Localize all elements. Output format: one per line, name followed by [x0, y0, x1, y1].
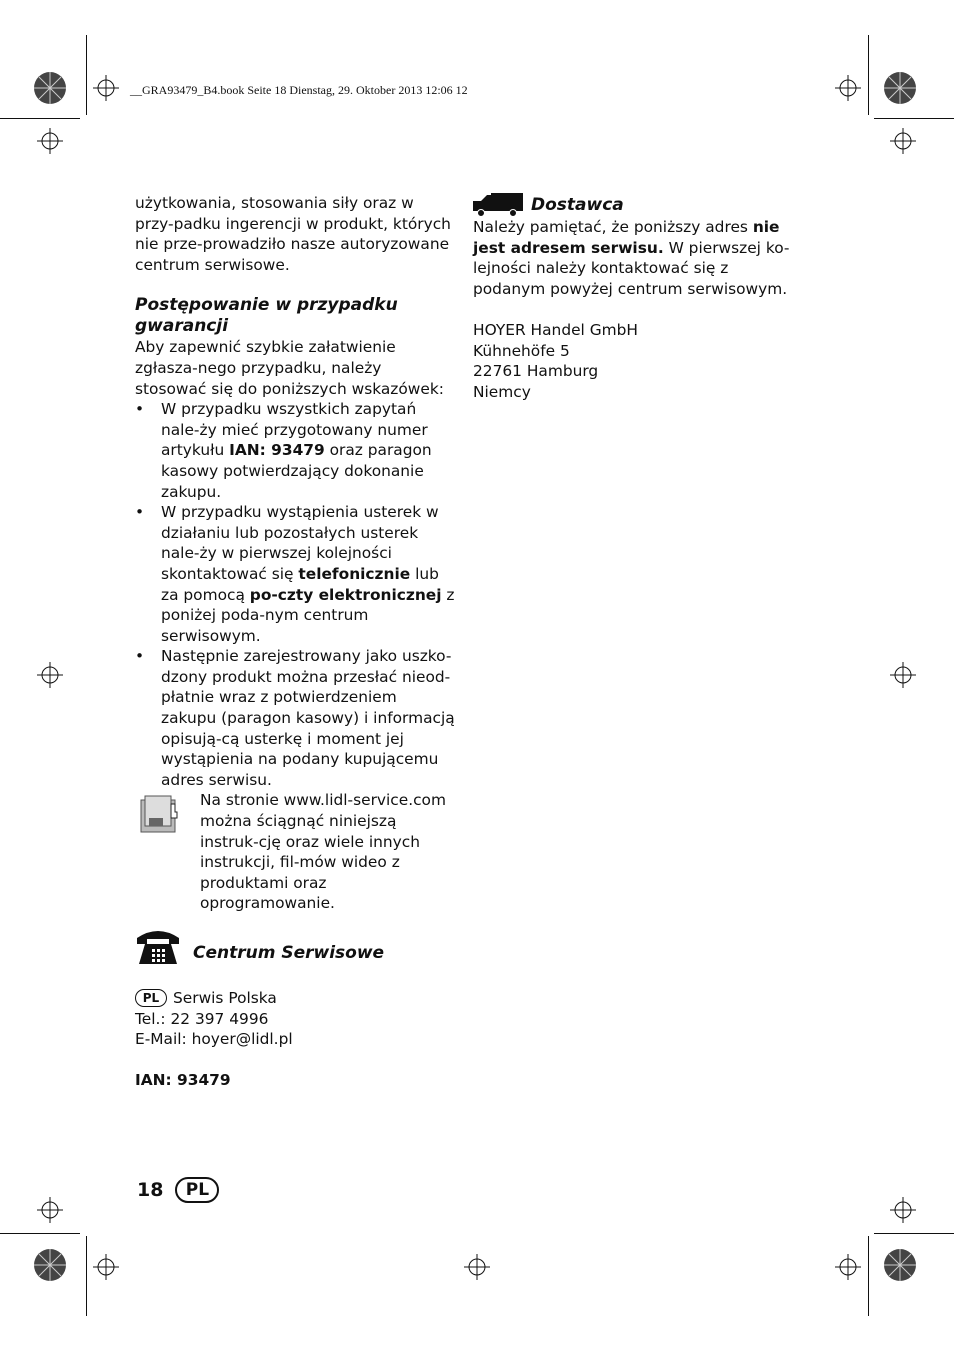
- crosshair-bottom-right: [835, 1254, 861, 1280]
- crosshair-lower-left: [37, 1197, 63, 1223]
- service-email: E-Mail: hoyer@lidl.pl: [135, 1030, 293, 1049]
- left-column: [135, 193, 455, 1091]
- service-name: Serwis Polska: [173, 989, 277, 1007]
- supplier-heading-row: [473, 193, 803, 217]
- service-heading: Centrum Serwisowe: [193, 943, 385, 963]
- page-footer: [137, 1177, 219, 1203]
- crosshair-lower-right: [890, 1197, 916, 1223]
- crop-mark-top-right-v: [868, 35, 869, 115]
- right-column: [473, 193, 803, 402]
- language-badge: PL: [175, 1177, 219, 1203]
- service-heading-row: [135, 928, 455, 966]
- page-number: 18: [137, 1179, 164, 1201]
- supplier-note: Należy pamiętać, że poniższy adres nie jest adresem serwisu. W pierwszej ko-lejności należy kontaktować się z podanym powyżej centrum serwisowym.: [473, 218, 790, 298]
- list-item: • W przypadku wszystkich zapytań nale-ży mieć przygotowany numer artykułu IAN: 93479 oraz paragon kasowy potwierdzający dokonanie zakupu.: [135, 399, 455, 502]
- crosshair-top-right: [835, 75, 861, 101]
- list-item: • W przypadku wystąpienia usterek w działaniu lub pozostałych usterek nale-ży w pierwszej kolejności skontaktować się telefonicznie lub za pomocą po-czty elektronicznej z poniżej poda-nym centrum serwisowym.: [135, 502, 455, 646]
- country-badge: PL: [135, 989, 167, 1007]
- crop-mark-top-left-h: [0, 118, 80, 119]
- ian-inline: IAN: 93479: [229, 441, 325, 460]
- address-line-street: Kühnehöfe 5: [473, 341, 570, 360]
- crosshair-mid-right: [890, 662, 916, 688]
- crosshair-bottom-left: [93, 1254, 119, 1280]
- crop-mark-top-right-h: [874, 118, 954, 119]
- registration-mark-bottom-right: [880, 1245, 920, 1285]
- list-item: • Następnie zarejestrowany jako uszko-dzony produkt można przesłać nieod-płatnie wraz z potwierdzeniem zakupu (paragon kasowy) i informacją opisują-cą usterkę i moment jej wystąpienia na podany kupującemu adres serwisu.: [135, 646, 455, 790]
- warranty-heading-line1: Postępowanie w przypadku: [135, 295, 398, 316]
- crosshair-top-left: [93, 75, 119, 101]
- warranty-steps-list: [135, 399, 455, 790]
- crosshair-upper-right: [890, 128, 916, 154]
- crop-mark-bottom-right-h: [874, 1233, 954, 1234]
- supplier-heading: Dostawca: [531, 194, 624, 215]
- crosshair-bottom-center: [464, 1254, 490, 1280]
- crop-mark-top-left-v: [86, 35, 87, 115]
- registration-mark-bottom-left: [30, 1245, 70, 1285]
- telephone-icon: [135, 928, 181, 966]
- crop-mark-bottom-left-h: [0, 1233, 80, 1234]
- download-note-row: [135, 790, 455, 914]
- document-download-icon: [137, 794, 185, 838]
- warranty-intro: Aby zapewnić szybkie załatwienie zgłasza-nego przypadku, należy stosować się do poniższych wskazówek:: [135, 338, 444, 398]
- crop-mark-bottom-right-v: [868, 1236, 869, 1316]
- registration-mark-top-right: [880, 68, 920, 108]
- warranty-heading-line2: gwarancji: [135, 316, 229, 337]
- delivery-truck-icon: [473, 193, 523, 217]
- download-note: Na stronie www.lidl-service.com można ściągnąć niniejszą instruk-cję oraz wiele innych instrukcji, fil-mów wideo z produktami oraz oprogramowanie.: [200, 791, 446, 913]
- crosshair-mid-left: [37, 662, 63, 688]
- service-phone: Tel.: 22 397 4996: [135, 1009, 269, 1028]
- book-header-line: __GRA93479_B4.book Seite 18 Dienstag, 29. Oktober 2013 12:06 12: [130, 83, 468, 97]
- address-line-country: Niemcy: [473, 382, 531, 401]
- crosshair-upper-left: [37, 128, 63, 154]
- address-line-company: HOYER Handel GmbH: [473, 320, 638, 339]
- registration-mark-top-left: [30, 68, 70, 108]
- service-name-row: [135, 988, 455, 1009]
- address-line-city: 22761 Hamburg: [473, 362, 599, 381]
- intro-paragraph: użytkowania, stosowania siły oraz w przy-padku ingerencji w produkt, których nie prze-prowadziło nasze autoryzowane centrum serwisowe.: [135, 194, 451, 274]
- crop-mark-bottom-left-v: [86, 1236, 87, 1316]
- ian-number: IAN: 93479: [135, 1071, 231, 1090]
